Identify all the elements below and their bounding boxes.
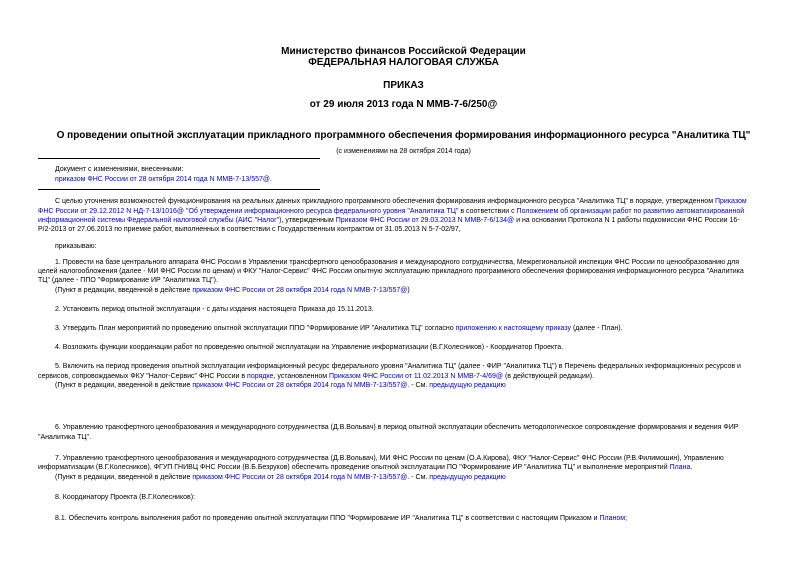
edition-text: (Пункт в редакции, введенной в действие bbox=[55, 382, 193, 389]
edition-link[interactable]: приказом ФНС России от 28 октября 2014 года N ММВ-7-13/557@. bbox=[192, 382, 410, 389]
item-text: сервисов, сопровождаемых ФКУ "Налог-Сервис" ФНС России в bbox=[38, 373, 248, 380]
order-word: приказываю: bbox=[55, 243, 97, 250]
ministry-name: Министерство финансов Российской Федерации bbox=[281, 46, 526, 57]
service-name: ФЕДЕРАЛЬНАЯ НАЛОГОВАЯ СЛУЖБА bbox=[308, 57, 499, 68]
item-5-edition-note bbox=[55, 381, 770, 390]
intro-link-regulation[interactable]: Положением об организации работ по развитию автоматизированной bbox=[516, 208, 745, 215]
previous-edition-link[interactable]: предыдущую редакцию bbox=[429, 382, 506, 389]
intro-link-order-134[interactable]: Приказом ФНС России от 29.03.2013 N ММВ-7-6/134@ bbox=[335, 217, 515, 224]
item-7-edition-note bbox=[55, 473, 770, 482]
item-6-line-1: 6. Управлению трансфертного ценообразования и международного сотрудничества (Д.В.Вольвач) в период опытной эксплуатации обеспечить методологическое сопровождение формирования и ведения ФИР bbox=[55, 424, 739, 431]
intro-line-3 bbox=[38, 216, 770, 225]
intro-line-4: Р/2-2013 от 27.06.2013 по приемке работ, выполненных в соответствии с Государственным контрактом от 31.05.2013 N 5-7-02/97, bbox=[38, 226, 461, 233]
appendix-link[interactable]: приложению к настоящему приказу bbox=[455, 325, 572, 332]
intro-link-order-1016[interactable]: ФНС России от 29.12.2012 N НД-7-13/1016@ "Об утверждении информационного ресурса федерального уровня "Аналитика ТЦ" bbox=[38, 208, 459, 215]
item-text: (далее - План). bbox=[571, 325, 623, 332]
changes-box-label: Документ с изменениями, внесенными: bbox=[55, 166, 184, 173]
item-6-line-2: "Аналитика ТЦ". bbox=[38, 434, 91, 441]
intro-line-1 bbox=[55, 197, 770, 206]
item-5-line-1: 5. Включить на период проведения опытной эксплуатации информационный ресурс федерального уровня "Аналитика ТЦ" (далее - ФИР "Аналитика ТЦ") в Перечень федеральных информационных ресурсов и bbox=[55, 363, 741, 370]
item-text: . bbox=[690, 464, 693, 471]
changes-box-top-rule bbox=[38, 158, 320, 159]
edition-text: (Пункт в редакции, введенной в действие bbox=[55, 474, 193, 481]
item-8-1 bbox=[55, 514, 770, 523]
item-text: информатизации (В.Г.Колесников), ФГУП ГНИВЦ ФНС России (В.Б.Безруков) обеспечить проведение опытной эксплуатации ПО "Формирование ИР "Аналитика ТЦ" и выполнение мероприятий bbox=[38, 464, 670, 471]
item-text: (в действующей редакции). bbox=[503, 373, 595, 380]
item-5-line-2 bbox=[38, 372, 770, 381]
changes-box-bottom-rule bbox=[38, 189, 320, 190]
plan-link[interactable]: Планом bbox=[599, 515, 626, 522]
item-8: 8. Координатору Проекта (В.Г.Колесников): bbox=[55, 494, 195, 501]
intro-text: С целью уточнения возможностей функционирования на реальных данных прикладного программного обеспечения формирования информационного ресурса "Аналитика ТЦ" в порядке, утвержденном bbox=[55, 198, 715, 205]
item-7-line-1: 7. Управлению трансфертного ценообразования и международного сотрудничества (Д.В.Вольвач), МИ ФНС России по ценам (О.А.Кирова), ФКУ "Налог-Сервис" ФНС России (Р.В.Филимошин), Управлению bbox=[55, 455, 724, 462]
document-date-number: от 29 июля 2013 года N ММВ-7-6/250@ bbox=[309, 99, 498, 110]
edition-text: (Пункт в редакции, введенной в действие bbox=[55, 287, 193, 294]
document-type: ПРИКАЗ bbox=[383, 80, 424, 91]
intro-line-2 bbox=[38, 207, 770, 216]
plan-link[interactable]: Плана bbox=[669, 464, 691, 471]
item-text: 3. Утвердить План мероприятий по проведению опытной эксплуатации ППО "Формирование ИР "Аналитика ТЦ" согласно bbox=[55, 325, 456, 332]
item-7-line-2 bbox=[38, 463, 770, 472]
changes-box-link-line bbox=[55, 175, 770, 184]
item-1-line-1: 1. Провести на базе центрального аппарата ФНС России в Управлении трансфертного ценообразования и международного сотрудничества, Межрегиональной инспекции ФНС России по ценообразованию для bbox=[55, 259, 740, 266]
item-2: 2. Установить период опытной эксплуатации - с даты издания настоящего Приказа до 15.11.2013. bbox=[55, 306, 374, 313]
previous-edition-link[interactable]: предыдущую редакцию bbox=[429, 474, 506, 481]
item-text: , установленном bbox=[273, 373, 329, 380]
changes-note: (с изменениями на 28 октября 2014 года) bbox=[336, 148, 471, 155]
intro-text: в соответствии с bbox=[458, 208, 517, 215]
item-3 bbox=[55, 324, 770, 333]
item-1-edition-note bbox=[55, 286, 770, 295]
edition-text: - См. bbox=[409, 382, 430, 389]
intro-link-ais[interactable]: информационной системы Федеральной налоговой службы (АИС "Налог") bbox=[38, 217, 282, 224]
edition-text: ) bbox=[407, 287, 410, 294]
intro-link-order[interactable]: Приказом bbox=[714, 198, 747, 205]
item-1-line-2: целей налогообложения (далее - МИ ФНС России по ценам) и ФКУ "Налог-Сервис" ФНС России опытную эксплуатацию прикладного программного обеспечения формирования информационного ресурса "Аналитика bbox=[38, 268, 744, 275]
item-text: ; bbox=[625, 515, 628, 522]
item-text: 8.1. Обеспечить контроль выполнения работ по проведению опытной эксплуатации ППО "Формирование ИР "Аналитика ТЦ" в соответствии с настоящим Приказом и bbox=[55, 515, 600, 522]
edition-link[interactable]: приказом ФНС России от 28 октября 2014 года N ММВ-7-13/557@. bbox=[192, 474, 410, 481]
amendment-order-link[interactable]: приказом ФНС России от 28 октября 2014 года N ММВ-7-13/557@. bbox=[55, 176, 272, 183]
procedure-link[interactable]: порядке bbox=[247, 373, 274, 380]
edition-text: - См. bbox=[409, 474, 430, 481]
intro-text: , утвержденным bbox=[281, 217, 336, 224]
item-1-line-3: ТЦ" (далее - ППО "Формирование ИР "Аналитика ТЦ"). bbox=[38, 277, 218, 284]
intro-text: и на основании Протокола N 1 работы подкомиссии ФНС России 16- bbox=[514, 217, 740, 224]
order-69-link[interactable]: Приказом ФНС России от 11.02.2013 N ММВ-7-4/69@ bbox=[328, 373, 503, 380]
item-4: 4. Возложить функции координации работ по проведению опытной эксплуатации на Управление информатизации (В.Г.Колесников) - Координатор Проекта. bbox=[55, 344, 564, 351]
edition-link[interactable]: приказом ФНС России от 28 октября 2014 года N ММВ-7-13/557@ bbox=[192, 287, 408, 294]
document-title: О проведении опытной эксплуатации прикладного программного обеспечения формирования информационного ресурса "Аналитика ТЦ" bbox=[56, 130, 751, 141]
